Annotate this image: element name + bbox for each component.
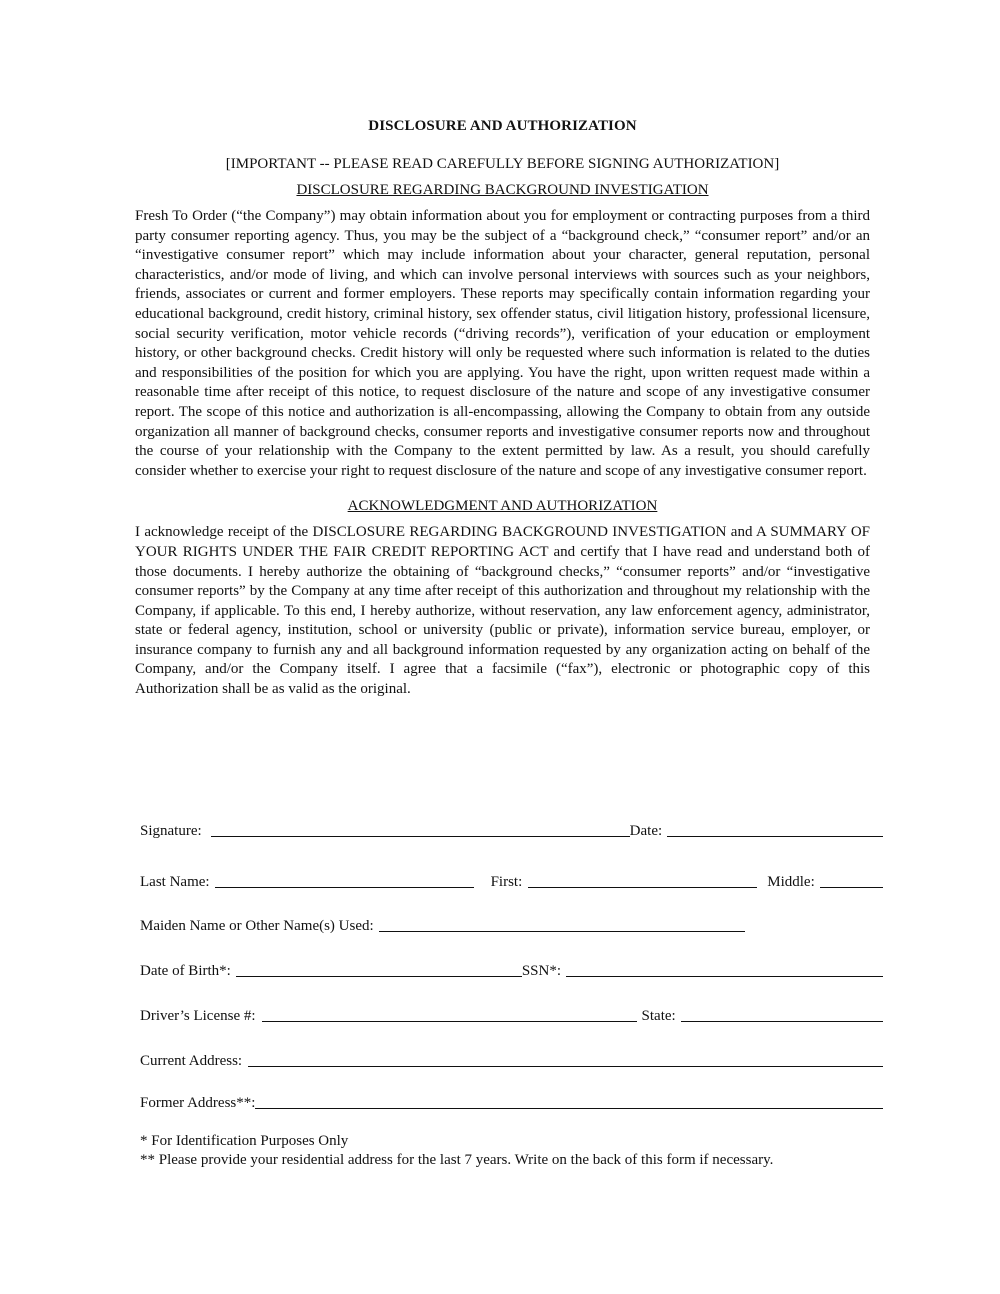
disclosure-heading: DISCLOSURE REGARDING BACKGROUND INVESTIGATION xyxy=(296,182,709,198)
former-address-row xyxy=(140,1090,883,1112)
ssn-field[interactable] xyxy=(566,961,883,977)
signature-row xyxy=(140,818,883,840)
last-name-field[interactable] xyxy=(215,872,474,888)
middle-name-label: Middle: xyxy=(767,874,815,890)
footnote-address-history: ** Please provide your residential address for the last 7 years. Write on the back of this form if necessary. xyxy=(140,1152,774,1168)
middle-name-field[interactable] xyxy=(820,872,883,888)
dob-field[interactable] xyxy=(236,961,522,977)
drivers-license-field[interactable] xyxy=(262,1006,637,1022)
signature-field[interactable] xyxy=(211,821,630,837)
disclosure-paragraph: Fresh To Order (“the Company”) may obtain information about you for employment or contracting purposes from a third party consumer reporting agency. Thus, you may be the subject of a “background check,” “consumer report” and/or an “investigative consumer report” which may include information about your character, general reputation, personal characteristics, and/or mode of living, and which can involve personal interviews with sources such as your neighbors, friends, associates or current and former employers. These reports may specifically contain information regarding your educational background, credit history, criminal history, sex offender status, civil litigation history, professional licensure, social security verification, motor vehicle records (“driving records”), verification of your education or employment history, or other background checks. Credit history will only be requested where such information is related to the duties and responsibilities of the position for which you are applying. You have the right, upon written request made within a reasonable time after receipt of this notice, to request disclosure of the nature and scope of any investigative consumer report. The scope of this notice and authorization is all-encompassing, allowing the Company to obtain from any outside organization all manner of background checks, consumer reports and investigative consumer reports now and throughout the course of your relationship with the Company to the extent permitted by law. As a result, you should carefully consider whether to exercise your right to request disclosure of the nature and scope of any investigative consumer report. xyxy=(135,208,870,479)
drivers-license-label: Driver’s License #: xyxy=(140,1008,256,1024)
maiden-name-field[interactable] xyxy=(379,916,745,932)
document-title: DISCLOSURE AND AUTHORIZATION xyxy=(368,118,637,134)
current-address-row xyxy=(140,1048,883,1070)
dob-label: Date of Birth*: xyxy=(140,963,231,979)
first-name-label: First: xyxy=(490,874,523,890)
ssn-label: SSN*: xyxy=(521,963,562,979)
first-name-field[interactable] xyxy=(528,872,757,888)
signature-label: Signature: xyxy=(140,823,202,839)
maiden-name-row xyxy=(140,913,883,935)
former-address-field[interactable] xyxy=(255,1093,883,1109)
date-field[interactable] xyxy=(667,821,883,837)
name-row xyxy=(140,869,883,891)
acknowledgment-heading: ACKNOWLEDGMENT AND AUTHORIZATION xyxy=(347,498,658,515)
acknowledgment-paragraph: I acknowledge receipt of the DISCLOSURE REGARDING BACKGROUND INVESTIGATION and A SUMMARY OF YOUR RIGHTS UNDER THE FAIR CREDIT REPORTING ACT and certify that I have read and understand both of those documents. I hereby authorize the obtaining of “background checks,” “consumer reports” and/or “investigative consumer reports” by the Company at any time after receipt of this authorization and throughout my relationship with the Company, if applicable. To this end, I hereby authorize, without reservation, any law enforcement agency, administrator, state or federal agency, institution, school or university (public or private), information service bureau, employer, or insurance company to furnish any and all background information requested by any organization acting on behalf of the Company, and/or the Company itself. I agree that a facsimile (“fax”), electronic or photographic copy of this Authorization shall be as valid as the original. xyxy=(135,524,870,698)
dob-ssn-row xyxy=(140,958,883,980)
state-field[interactable] xyxy=(681,1006,883,1022)
footnotes xyxy=(140,1132,773,1170)
date-label: Date: xyxy=(629,823,663,839)
document-body xyxy=(135,118,870,700)
maiden-name-label: Maiden Name or Other Name(s) Used: xyxy=(140,918,374,934)
state-label: State: xyxy=(641,1008,676,1024)
current-address-label: Current Address: xyxy=(140,1053,243,1069)
last-name-label: Last Name: xyxy=(140,874,210,890)
current-address-field[interactable] xyxy=(248,1051,883,1067)
former-address-label: Former Address**: xyxy=(140,1095,256,1111)
footnote-identification: * For Identification Purposes Only xyxy=(140,1133,349,1149)
drivers-license-row xyxy=(140,1003,883,1025)
important-notice: [IMPORTANT -- PLEASE READ CAREFULLY BEFORE SIGNING AUTHORIZATION] xyxy=(225,156,780,172)
